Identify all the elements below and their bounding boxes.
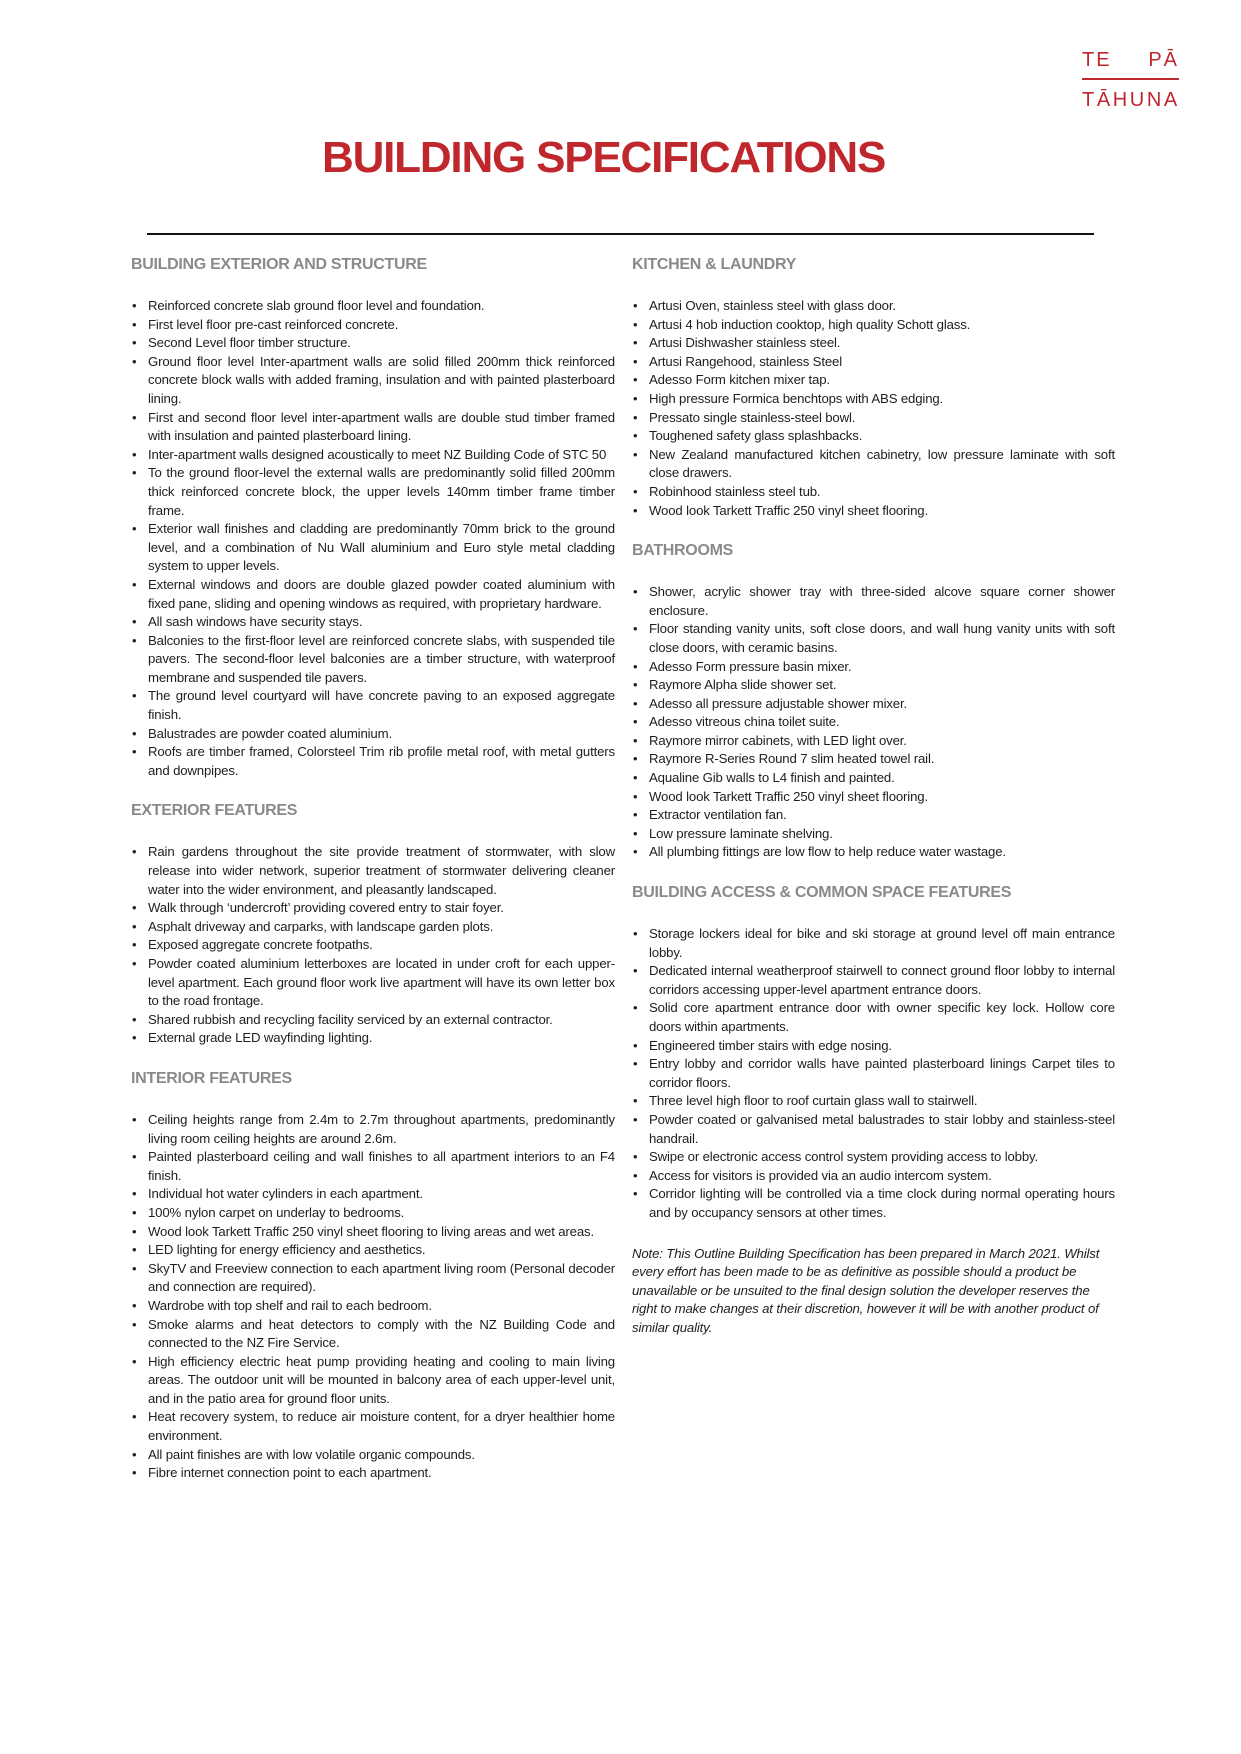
spec-item: • Swipe or electronic access control system providing access to lobby. — [649, 1148, 1115, 1167]
spec-item: • Roofs are timber framed, Colorsteel Trim rib profile metal roof, with metal gutters and downpipes. — [148, 743, 615, 780]
spec-item: • Wood look Tarkett Traffic 250 vinyl sheet flooring. — [649, 502, 1115, 521]
spec-item: • Wood look Tarkett Traffic 250 vinyl sheet flooring to living areas and wet areas. — [148, 1223, 615, 1242]
spec-item: • LED lighting for energy efficiency and aesthetics. — [148, 1241, 615, 1260]
spec-item: • SkyTV and Freeview connection to each apartment living room (Personal decoder and connection are required). — [148, 1260, 615, 1297]
spec-list — [632, 925, 1115, 1223]
spec-list — [131, 843, 615, 1048]
section-heading: KITCHEN & LAUNDRY — [632, 256, 797, 273]
spec-item: • Powder coated aluminium letterboxes are located in under croft for each upper-level apartment. Each ground floor work live apartment will have its own letter box to the road frontage. — [148, 955, 615, 1011]
spec-item: • The ground level courtyard will have concrete paving to an exposed aggregate finish. — [148, 687, 615, 724]
section-interior-features — [131, 1070, 615, 1483]
spec-item: • Exposed aggregate concrete footpaths. — [148, 936, 615, 955]
logo-rule — [1082, 78, 1179, 80]
spec-item: • Balconies to the first-floor level are reinforced concrete slabs, with suspended tile pavers. The second-floor level balconies are a timber structure, with waterproof membrane and suspended tile pavers. — [148, 632, 615, 688]
spec-item: • Adesso Form kitchen mixer tap. — [649, 371, 1115, 390]
section-heading: EXTERIOR FEATURES — [131, 802, 298, 820]
section-heading: BATHROOMS — [632, 542, 733, 560]
spec-item: • Ceiling heights range from 2.4m to 2.7m throughout apartments, predominantly living room ceiling heights are around 2.6m. — [148, 1111, 615, 1148]
section-heading: BUILDING EXTERIOR AND STRUCTURE — [131, 256, 427, 273]
section-exterior-features — [131, 802, 615, 1048]
spec-item: • Solid core apartment entrance door with owner specific key lock. Hollow core doors within apartments. — [649, 999, 1115, 1036]
spec-list — [131, 297, 615, 780]
section-kitchen-and-laundry — [632, 256, 1115, 520]
spec-item: • Individual hot water cylinders in each apartment. — [148, 1185, 615, 1204]
section-heading: INTERIOR FEATURES — [131, 1069, 292, 1087]
spec-item: • Floor standing vanity units, soft close doors, and wall hung vanity units with soft close doors, with ceramic basins. — [649, 620, 1115, 657]
logo-word-tahuna: TĀHUNA — [1082, 89, 1180, 111]
spec-item: • Storage lockers ideal for bike and ski storage at ground level off main entrance lobby. — [649, 925, 1115, 962]
spec-item: • Artusi Dishwasher stainless steel. — [649, 334, 1115, 353]
spec-item: • First and second floor level inter-apartment walls are double stud timber framed with insulation and painted plasterboard lining. — [148, 409, 615, 446]
spec-item: • Raymore Alpha slide shower set. — [649, 676, 1115, 695]
page-title: BUILDING SPECIFICATIONS — [322, 133, 886, 182]
spec-item: • Engineered timber stairs with edge nosing. — [649, 1037, 1115, 1056]
section-building-access-and-common-space-features — [632, 884, 1115, 1223]
spec-item: • All sash windows have security stays. — [148, 613, 615, 632]
spec-item: • Wardrobe with top shelf and rail to each bedroom. — [148, 1297, 615, 1316]
spec-item: • Powder coated or galvanised metal balustrades to stair lobby and stainless-steel handrail. — [649, 1111, 1115, 1148]
logo-word-te: TE — [1082, 49, 1112, 71]
spec-item: • Smoke alarms and heat detectors to comply with the NZ Building Code and connected to the NZ Fire Service. — [148, 1316, 615, 1353]
spec-item: • Heat recovery system, to reduce air moisture content, for a dryer healthier home environment. — [148, 1408, 615, 1445]
section-bathrooms — [632, 542, 1115, 862]
spec-item: • Shared rubbish and recycling facility serviced by an external contractor. — [148, 1011, 615, 1030]
spec-item: • External grade LED wayfinding lighting. — [148, 1029, 615, 1048]
spec-list — [131, 1111, 615, 1483]
spec-item: • Aqualine Gib walls to L4 finish and painted. — [649, 769, 1115, 788]
spec-item: • Access for visitors is provided via an audio intercom system. — [649, 1167, 1115, 1186]
right-column — [632, 256, 1115, 1338]
spec-item: • Robinhood stainless steel tub. — [649, 483, 1115, 502]
spec-item: • Second Level floor timber structure. — [148, 334, 615, 353]
spec-item: • Asphalt driveway and carparks, with landscape garden plots. — [148, 918, 615, 937]
spec-item: • Low pressure laminate shelving. — [649, 825, 1115, 844]
spec-item: • Adesso all pressure adjustable shower mixer. — [649, 695, 1115, 714]
spec-item: • Shower, acrylic shower tray with three-sided alcove square corner shower enclosure. — [649, 583, 1115, 620]
spec-item: • Wood look Tarkett Traffic 250 vinyl sheet flooring. — [649, 788, 1115, 807]
spec-item: • Balustrades are powder coated aluminium. — [148, 725, 615, 744]
spec-item: • Corridor lighting will be controlled via a time clock during normal operating hours and by occupancy sensors at other times. — [649, 1185, 1115, 1222]
spec-list — [632, 297, 1115, 520]
spec-item: • Rain gardens throughout the site provide treatment of stormwater, with slow release into wider network, superior treatment of stormwater delivering cleaner water into the wider environment, and pleasantly landscaped. — [148, 843, 615, 899]
specification-note: Note: This Outline Building Specification has been prepared in March 2021. Whilst every effort has been made to be as definitive as possible should a product be unavailable or be unsuited to the final design solution the developer reserves the right to make changes at their discretion, however it will be with another product of similar quality. — [632, 1245, 1100, 1335]
spec-item: • Entry lobby and corridor walls have painted plasterboard linings Carpet tiles to corridor floors. — [649, 1055, 1115, 1092]
spec-item: • Painted plasterboard ceiling and wall finishes to all apartment interiors to an F4 finish. — [148, 1148, 615, 1185]
spec-item: • All paint finishes are with low volatile organic compounds. — [148, 1446, 615, 1465]
spec-item: • Walk through ‘undercroft’ providing covered entry to stair foyer. — [148, 899, 615, 918]
spec-item: • Toughened safety glass splashbacks. — [649, 427, 1115, 446]
spec-item: • All plumbing fittings are low flow to help reduce water wastage. — [649, 843, 1115, 862]
section-building-exterior-and-structure — [131, 256, 615, 780]
spec-item: • Artusi Rangehood, stainless Steel — [649, 353, 1115, 372]
spec-item: • Three level high floor to roof curtain glass wall to stairwell. — [649, 1092, 1115, 1111]
spec-item: • Fibre internet connection point to each apartment. — [148, 1464, 615, 1483]
section-heading: BUILDING ACCESS & COMMON SPACE FEATURES — [632, 884, 1012, 902]
title-divider — [147, 233, 1094, 235]
spec-item: • Exterior wall finishes and cladding are predominantly 70mm brick to the ground level, and a combination of Nu Wall aluminium and Euro style metal cladding system to upper levels. — [148, 520, 615, 576]
spec-item: • High efficiency electric heat pump providing heating and cooling to main living areas. The outdoor unit will be mounted in balcony area of each upper-level unit, and in the patio area for ground floor units. — [148, 1353, 615, 1409]
logo-word-pa: PĀ — [1148, 49, 1179, 71]
spec-item: • To the ground floor-level the external walls are predominantly solid filled 200mm thick reinforced concrete block, the upper levels 140mm timber frame timber frame. — [148, 464, 615, 520]
spec-item: • Inter-apartment walls designed acoustically to meet NZ Building Code of STC 50 — [148, 446, 615, 465]
spec-item: • Artusi 4 hob induction cooktop, high quality Schott glass. — [649, 316, 1115, 335]
spec-item: • Extractor ventilation fan. — [649, 806, 1115, 825]
left-column — [131, 256, 615, 1505]
te-pa-tahuna-logo — [1082, 50, 1179, 110]
spec-item: • Adesso vitreous china toilet suite. — [649, 713, 1115, 732]
spec-item: • Artusi Oven, stainless steel with glass door. — [649, 297, 1115, 316]
spec-list — [632, 583, 1115, 862]
spec-item: • Adesso Form pressure basin mixer. — [649, 658, 1115, 677]
spec-item: • Ground floor level Inter-apartment walls are solid filled 200mm thick reinforced concrete block walls with added framing, insulation and with painted plasterboard lining. — [148, 353, 615, 409]
spec-item: • Raymore R-Series Round 7 slim heated towel rail. — [649, 750, 1115, 769]
spec-item: • External windows and doors are double glazed powder coated aluminium with fixed pane, sliding and opening windows as required, with proprietary hardware. — [148, 576, 615, 613]
spec-item: • New Zealand manufactured kitchen cabinetry, low pressure laminate with soft close drawers. — [649, 446, 1115, 483]
spec-item: • High pressure Formica benchtops with ABS edging. — [649, 390, 1115, 409]
spec-item: • Dedicated internal weatherproof stairwell to connect ground floor lobby to internal corridors accessing upper-level apartment entrance doors. — [649, 962, 1115, 999]
spec-item: • Raymore mirror cabinets, with LED light over. — [649, 732, 1115, 751]
spec-item: • First level floor pre-cast reinforced concrete. — [148, 316, 615, 335]
spec-item: • 100% nylon carpet on underlay to bedrooms. — [148, 1204, 615, 1223]
spec-item: • Pressato single stainless-steel bowl. — [649, 409, 1115, 428]
spec-item: • Reinforced concrete slab ground floor level and foundation. — [148, 297, 615, 316]
